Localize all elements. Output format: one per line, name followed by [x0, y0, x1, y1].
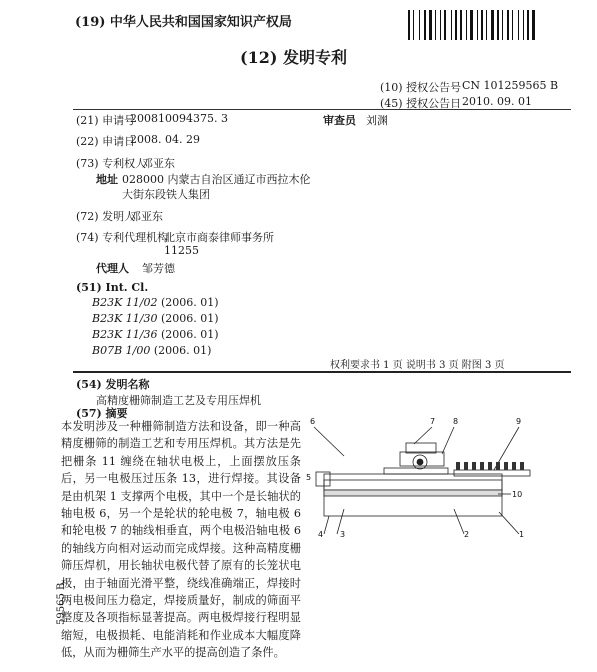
- figure-label: 8: [453, 417, 459, 426]
- barcode-bar: [523, 10, 524, 40]
- barcode-bar: [507, 10, 509, 40]
- figure-label: 3: [340, 530, 346, 538]
- section-rule: [73, 371, 571, 373]
- barcode-bar: [413, 10, 414, 40]
- agency-line-1: 北京市商泰律师事务所: [164, 231, 274, 244]
- abstract-label: (57) 摘要: [76, 407, 128, 420]
- barcode-bar: [440, 10, 441, 40]
- document-type: (12) 发明专利: [240, 48, 347, 67]
- barcode-bar: [497, 10, 499, 40]
- barcode-bar: [486, 10, 487, 40]
- address-label: 地址: [96, 173, 118, 186]
- abstract-text: 本发明涉及一种栅筛制造方法和设备，即一种高精度栅筛的制造工艺和专用压焊机。其方法是先把栅条 11 缠绕在轴状电极上，上面摆放压条后，另一电极压过压条 13，进行焊接。其设备是由机架 1 支撑两个电极，其中一个是长轴状的轴电极 6，另一个是轮状的轮电极 7，轴电极 6 和轮电极 7 的轴线相垂直，两个电极沿轴电极 6 的轴线方向相对运动而完成焊接。这种高精度栅筛压焊机，用长轴状电极代替了原有的长笼状电极，由于轴面光滑平整，绕线准确端正，焊接时两电极间压力稳定，焊接质量好，制成的筛面平整度及各项指标显著提高。两电极焊接行程明显缩短，电极损耗、电能消耗和作业成本大幅度降低，从而为栅筛生产水平的提高创造了条件。: [61, 420, 301, 660]
- barcode-bar: [518, 10, 519, 40]
- office-name: (19) 中华人民共和国国家知识产权局: [75, 15, 292, 30]
- barcode-bar: [491, 10, 494, 40]
- grant-date: 2010. 09. 01: [462, 95, 532, 108]
- barcode-bar: [470, 10, 473, 40]
- barcode-bar: [527, 10, 529, 40]
- agency-line-2: 11255: [164, 244, 199, 257]
- barcode-bar: [408, 10, 410, 40]
- inventor-label: (72) 发明人: [76, 210, 136, 223]
- barcode-bar: [419, 10, 420, 40]
- patentee: 邓亚东: [142, 157, 175, 170]
- barcode-bar: [451, 10, 452, 40]
- app-number: 200810094375. 3: [130, 112, 228, 125]
- app-date-label: (22) 申请日: [76, 135, 136, 148]
- intcl-row: B23K 11/36 (2006. 01): [92, 328, 219, 341]
- agent-label: 代理人: [96, 262, 129, 275]
- intcl-row: B23K 11/02 (2006. 01): [92, 296, 219, 309]
- side-document-number: 59565 B: [56, 582, 67, 625]
- examiner-label: 审查员: [323, 114, 356, 127]
- barcode-bar: [481, 10, 483, 40]
- page-count: 权利要求书 1 页 说明书 3 页 附图 3 页: [330, 360, 505, 371]
- grant-number-label: (10) 授权公告号: [380, 81, 462, 94]
- app-date: 2008. 04. 29: [130, 133, 200, 146]
- barcode-bar: [502, 10, 503, 40]
- patentee-label: (73) 专利权人: [76, 157, 147, 170]
- figure-label: 1: [519, 530, 525, 538]
- barcode-bar: [532, 10, 535, 40]
- barcode-bar: [477, 10, 478, 40]
- intcl-row: B07B 1/00 (2006. 01): [92, 344, 212, 357]
- figure-label: 5: [306, 473, 312, 482]
- barcode-bar: [429, 10, 432, 40]
- figure-label: 9: [516, 417, 522, 426]
- title-label: (54) 发明名称: [76, 378, 150, 391]
- barcode-bar: [512, 10, 513, 40]
- figure-label: 2: [464, 530, 470, 538]
- examiner: 刘渊: [366, 114, 388, 127]
- barcode: [408, 10, 572, 40]
- intcl-label: (51) Int. Cl.: [76, 281, 149, 294]
- app-number-label: (21) 申请号: [76, 114, 136, 127]
- agency-label: (74) 专利代理机构: [76, 231, 169, 244]
- header-rule: [73, 109, 571, 110]
- address-line-1: 028000 内蒙古自治区通辽市西拉木伦: [122, 173, 311, 186]
- invention-title: 高精度栅筛制造工艺及专用压焊机: [96, 394, 261, 407]
- barcode-bar: [435, 10, 436, 40]
- figure-label: 10: [512, 490, 523, 499]
- intcl-row: B23K 11/30 (2006. 01): [92, 312, 219, 325]
- grant-date-label: (45) 授权公告日: [380, 97, 462, 110]
- address-line-2: 大街东段铁人集团: [122, 188, 210, 201]
- inventor: 邓亚东: [130, 210, 163, 223]
- barcode-bar: [424, 10, 426, 40]
- welding-machine-figure: [304, 414, 584, 538]
- figure-label: 7: [430, 417, 436, 426]
- barcode-bar: [466, 10, 467, 40]
- barcode-bar: [455, 10, 457, 40]
- agent: 邹芳德: [142, 262, 175, 275]
- figure-label: 6: [310, 417, 316, 426]
- barcode-bar: [460, 10, 462, 40]
- figure-label: 4: [318, 530, 324, 538]
- grant-number: CN 101259565 B: [462, 79, 559, 92]
- barcode-bar: [444, 10, 446, 40]
